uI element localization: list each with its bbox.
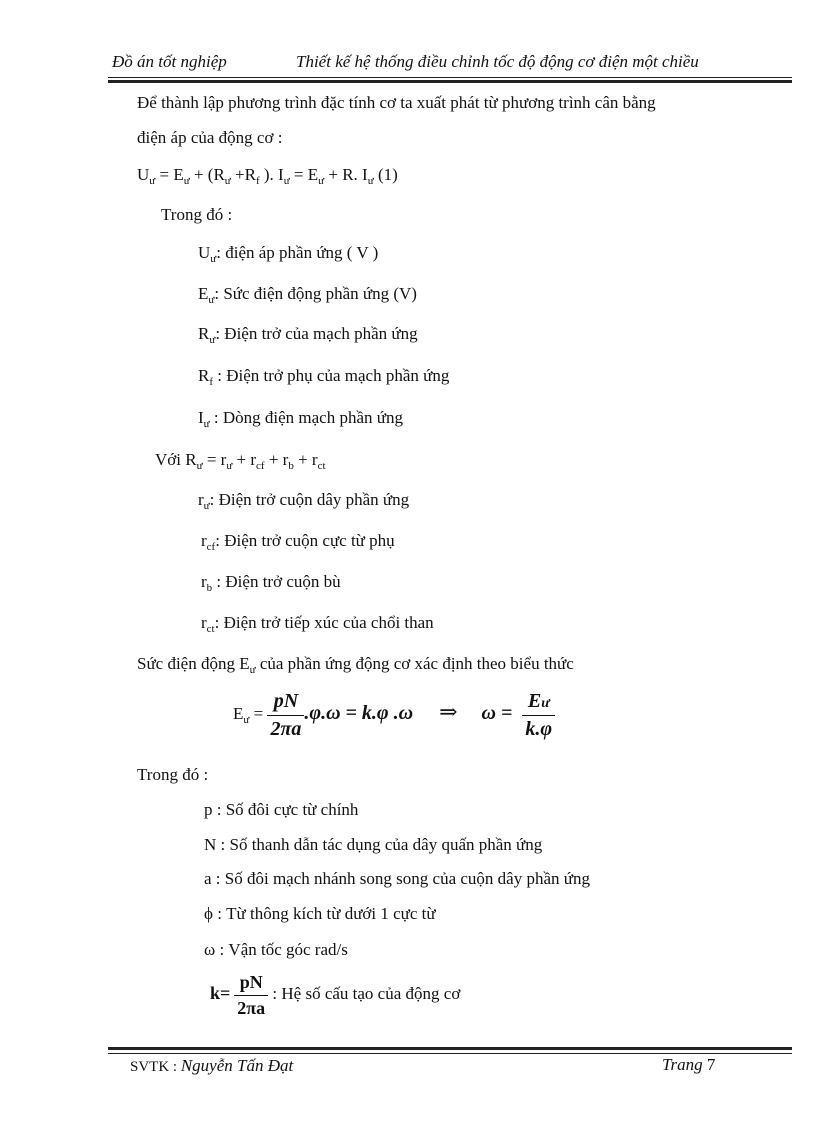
header-title: Thiết kế hệ thống điều chỉnh tốc độ động cơ điện một chiều <box>296 52 699 71</box>
def-n: N : Số thanh dẫn tác dụng của dây quấn phần ứng <box>204 835 543 854</box>
equation-2: $E_ư$ = $\frac{pN}{2\pi a}$ .φ.ω = k.φ .ω ⇒ ω = $\frac{Eư}{k.\varphi}$ <box>233 690 555 741</box>
def-omega: ω : Vận tốc góc rad/s <box>204 940 348 959</box>
footer-rule-thin <box>108 1053 792 1054</box>
where-label-2: Trong đó : <box>137 765 209 784</box>
def-r-cf: $r_{cf}$: Điện trở cuộn cực từ phụ <box>201 531 395 553</box>
with-equation: Với $R_ư = r_ư + r_{cf} + r_b + r_{ct}$ <box>155 450 326 472</box>
footer-rule-thick <box>108 1047 792 1050</box>
def-p: p : Số đôi cực từ chính <box>204 800 359 819</box>
def-i: $I_ư$ : Dòng điện mạch phần ứng <box>198 408 403 430</box>
where-label-1: Trong đó : <box>161 205 233 224</box>
def-a: a : Số đôi mạch nhánh song song của cuộn dây phần ứng <box>204 869 590 888</box>
intro-line-1: Để thành lập phương trình đặc tính cơ ta xuất phát từ phương trình cân bằng <box>137 93 656 112</box>
def-rf: $R_f$ : Điện trở phụ của mạch phần ứng <box>198 366 450 388</box>
emf-line: Sức điện động $E_ư$ của phần ứng động cơ xác định theo biểu thức <box>137 654 574 676</box>
equation-1: $U_ư = E_ư + (R_ư +R_f$ ). $I_ư = E_ư + R$. $I_ư$ (1) <box>137 165 398 187</box>
def-r-armature: $r_ư$: Điện trở cuộn dây phần ứng <box>198 490 410 512</box>
fraction-e-kphi: $\frac{Eư}{k.\varphi}$ <box>522 690 555 741</box>
def-r: $R_ư$: Điện trở của mạch phần ứng <box>198 324 418 346</box>
header-rule-thin <box>108 77 792 78</box>
def-u: $U_ư$: điện áp phần ứng ( V ) <box>198 243 379 265</box>
footer-page: Trang 7 <box>662 1055 716 1074</box>
header-rule-thick <box>108 80 792 83</box>
def-phi: ϕ : Từ thông kích từ dưới 1 cực từ <box>204 904 436 923</box>
def-r-b: $r_b$ : Điện trở cuộn bù <box>201 572 341 594</box>
fraction-k: $\frac{pN}{2\pi a}$ <box>234 972 268 1019</box>
k-definition: k= $\frac{pN}{2\pi a}$ : Hệ số cấu tạo của động cơ <box>210 972 461 1018</box>
header-left: Đồ án tốt nghiệp <box>112 52 227 71</box>
footer-author: SVTK : Nguyễn Tấn Đạt <box>130 1056 294 1075</box>
def-e: $E_ư$: Sức điện động phần ứng (V) <box>198 284 417 306</box>
def-r-ct: $r_{ct}$: Điện trở tiếp xúc của chổi than <box>201 613 434 635</box>
intro-line-2: điện áp của động cơ : <box>137 128 283 147</box>
fraction-pn-2pia: $\frac{pN}{2\pi a}$ <box>267 690 304 741</box>
